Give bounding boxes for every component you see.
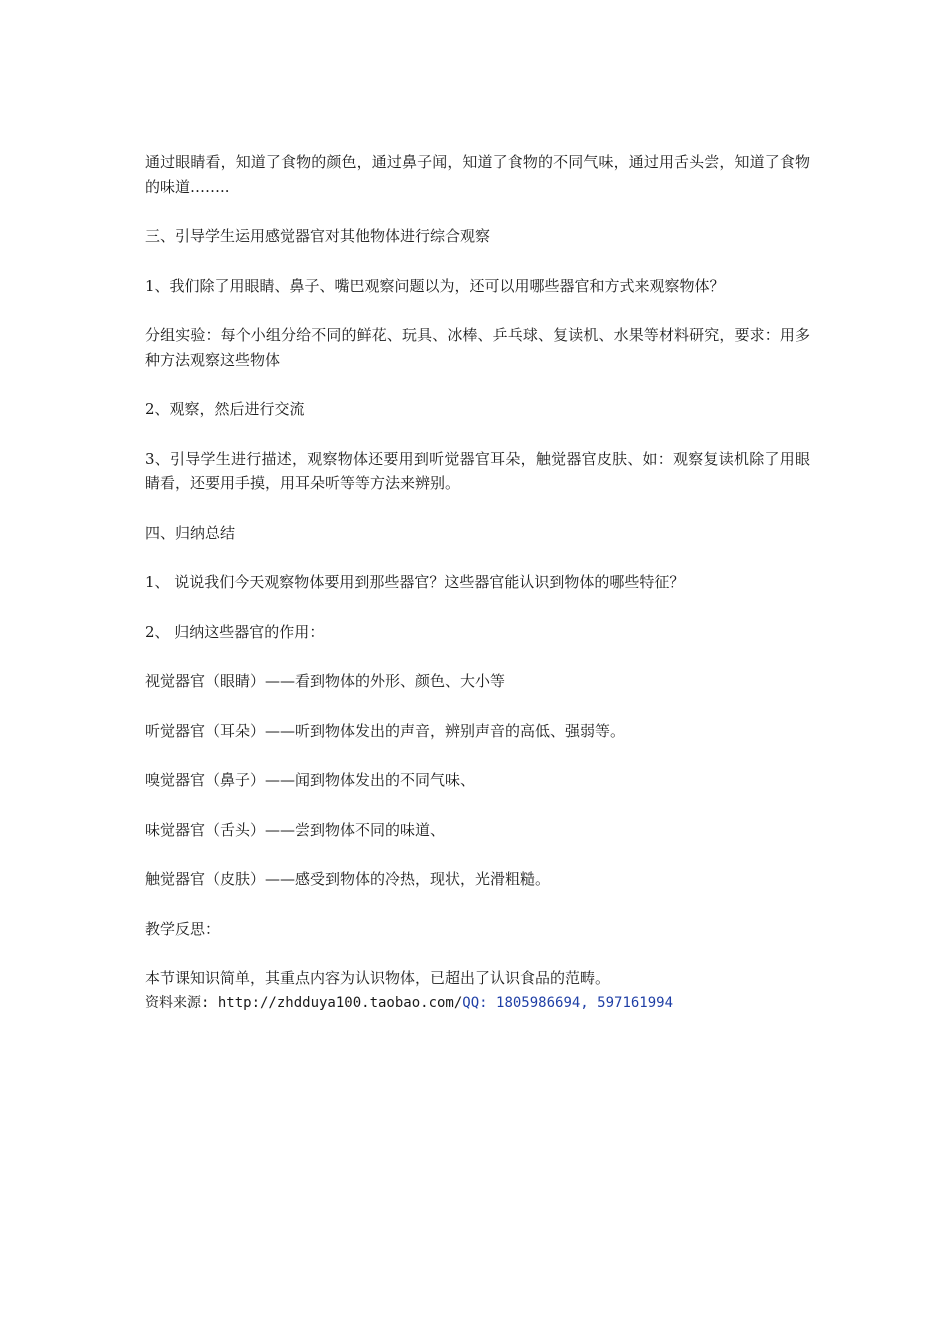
source-prefix: 资料来源: http://zhdduya100.taobao.com/ [145, 994, 463, 1011]
organ-auditory: 听觉器官（耳朵）——听到物体发出的声音，辨别声音的高低、强弱等。 [145, 721, 626, 740]
organ-touch: 触觉器官（皮肤）——感受到物体的冷热，现状，光滑粗糙。 [145, 870, 551, 888]
reflection-heading: 教学反思： [145, 919, 221, 938]
organ-visual: 视觉器官（眼睛）——看到物体的外形、颜色、大小等 [145, 672, 506, 690]
step-2: 2、观察，然后进行交流 [145, 400, 305, 418]
organ-taste: 味觉器官（舌头）——尝到物体不同的味道、 [145, 820, 446, 839]
section-heading-3: 三、引导学生运用感觉器官对其他物体进行综合观察 [145, 227, 491, 245]
question-1: 1、我们除了用眼睛、鼻子、嘴巴观察问题以为，还可以用哪些器官和方式来观察物体？ [145, 276, 725, 295]
source-line [145, 991, 810, 1015]
qq-numbers: : 1805986694, 597161994 [479, 994, 674, 1011]
summary-question-1: 1、 说说我们今天观察物体要用到那些器官？这些器官能认识到物体的哪些特征？ [145, 573, 685, 591]
step-3: 3、引导学生进行描述，观察物体还要用到听觉器官耳朵，触觉器官皮肤、如：观察复读机除了用眼睛看，还要用手摸，用耳朵听等等方法来辨别。 [145, 449, 810, 492]
summary-question-2: 2、 归纳这些器官的作用： [145, 622, 325, 641]
section-heading-4: 四、归纳总结 [145, 523, 236, 542]
reflection-text: 本节课知识简单，其重点内容为认识物体，已超出了认识食品的范畴。 [145, 969, 611, 987]
qq-label: QQ [462, 994, 480, 1011]
paragraph-food-observation: 通过眼睛看，知道了食物的颜色，通过鼻子闻，知道了食物的不同气味，通过用舌头尝，知道了食物的味道…….. [145, 153, 810, 196]
group-experiment: 分组实验：每个小组分给不同的鲜花、玩具、冰棒、乒乓球、复读机、水果等材料研究，要求：用多种方法观察这些物体 [145, 326, 810, 369]
document-body [145, 150, 810, 1015]
organ-olfactory: 嗅觉器官（鼻子）——闻到物体发出的不同气味、 [145, 771, 476, 789]
